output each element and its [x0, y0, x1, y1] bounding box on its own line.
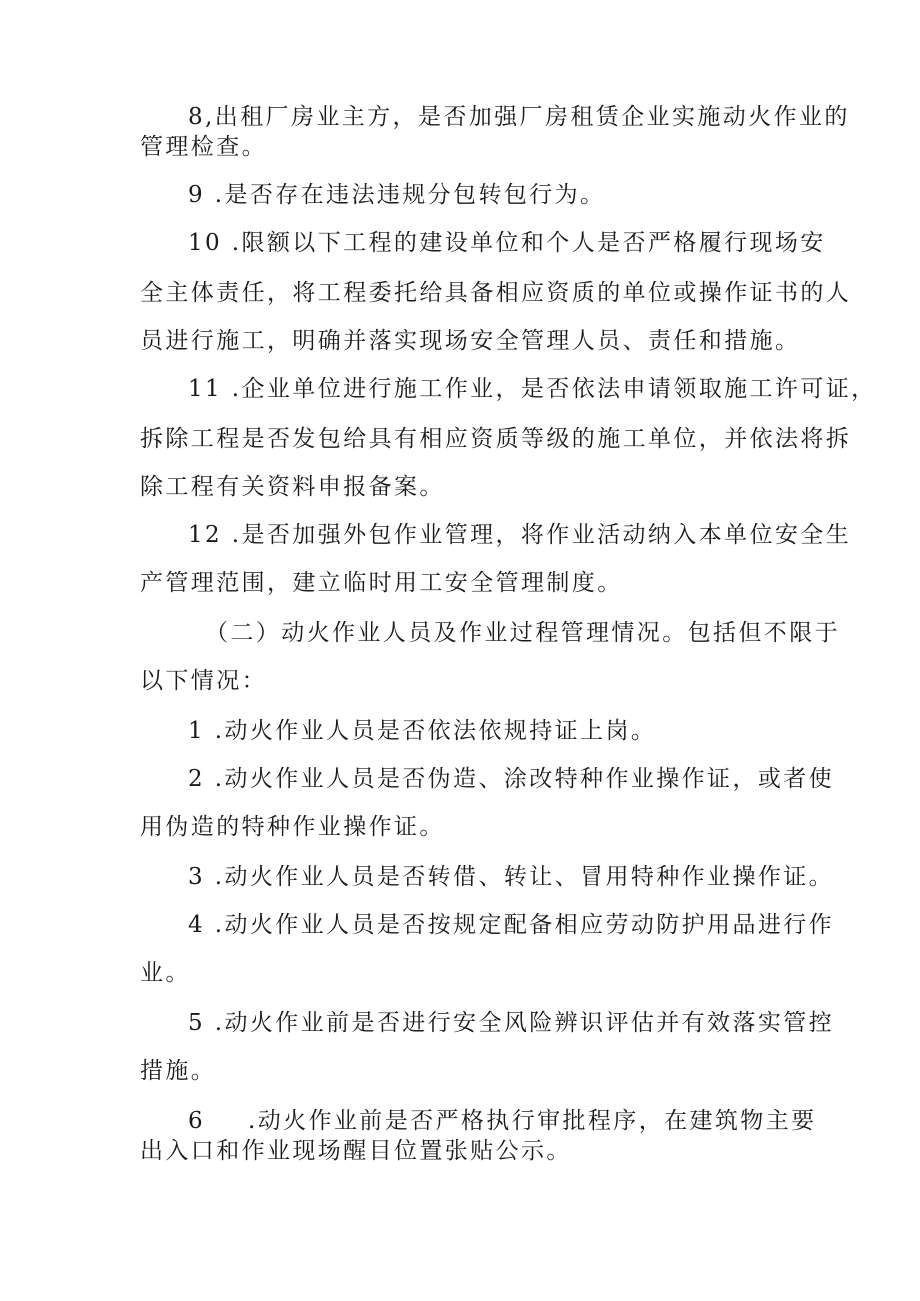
text-line: 3 .动火作业人员是否转借、转让、冒用特种作业操作证。	[188, 864, 835, 890]
text-line: .动火作业前是否严格执行审批程序，在建筑物主要	[248, 1108, 817, 1134]
text-line: 全主体责任，将工程委托给具备相应资质的单位或操作证书的人	[140, 280, 852, 306]
text-line: 措施。	[140, 1058, 217, 1084]
text-line: 出入口和作业现场醒目位置张贴公示。	[140, 1138, 572, 1164]
text-line: 用伪造的特种作业操作证。	[140, 814, 445, 840]
section-heading: （二）动火作业人员及作业过程管理情况。包括但不限于	[205, 620, 840, 646]
text-line: 5 .动火作业前是否进行安全风险辨识评估并有效落实管控	[188, 1010, 835, 1036]
text-line: 以下情况：	[140, 668, 267, 694]
text-line: 2 .动火作业人员是否伪造、涂改特种作业操作证，或者使	[188, 766, 835, 792]
text-line: 拆除工程是否发包给具有相应资质等级的施工单位，并依法将拆	[140, 426, 852, 452]
text-line: 4 .动火作业人员是否按规定配备相应劳动防护用品进行作	[188, 912, 835, 938]
text-line: 管理检查。	[140, 134, 267, 160]
text-line: 9 .是否存在违法违规分包转包行为。	[188, 182, 606, 208]
text-line: 12 .是否加强外包作业管理，将作业活动纳入本单位安全生	[188, 522, 852, 548]
text-line: 11 .企业单位进行施工作业，是否依法申请领取施工许可证，	[188, 376, 877, 402]
text-line: 产管理范围，建立临时用工安全管理制度。	[140, 570, 623, 596]
text-line: 员进行施工，明确并落实现场安全管理人员、责任和措施。	[140, 328, 801, 354]
item-number: 6	[188, 1108, 206, 1134]
text-line: 业。	[140, 960, 191, 986]
text-line: 1 .动火作业人员是否依法依规持证上岗。	[188, 718, 657, 744]
text-line: 除工程有关资料申报备案。	[140, 474, 445, 500]
text-line: 8,出租厂房业主方，是否加强厂房租赁企业实施动火作业的	[188, 104, 850, 130]
text-line: 10 .限额以下工程的建设单位和个人是否严格履行现场安	[188, 230, 826, 256]
